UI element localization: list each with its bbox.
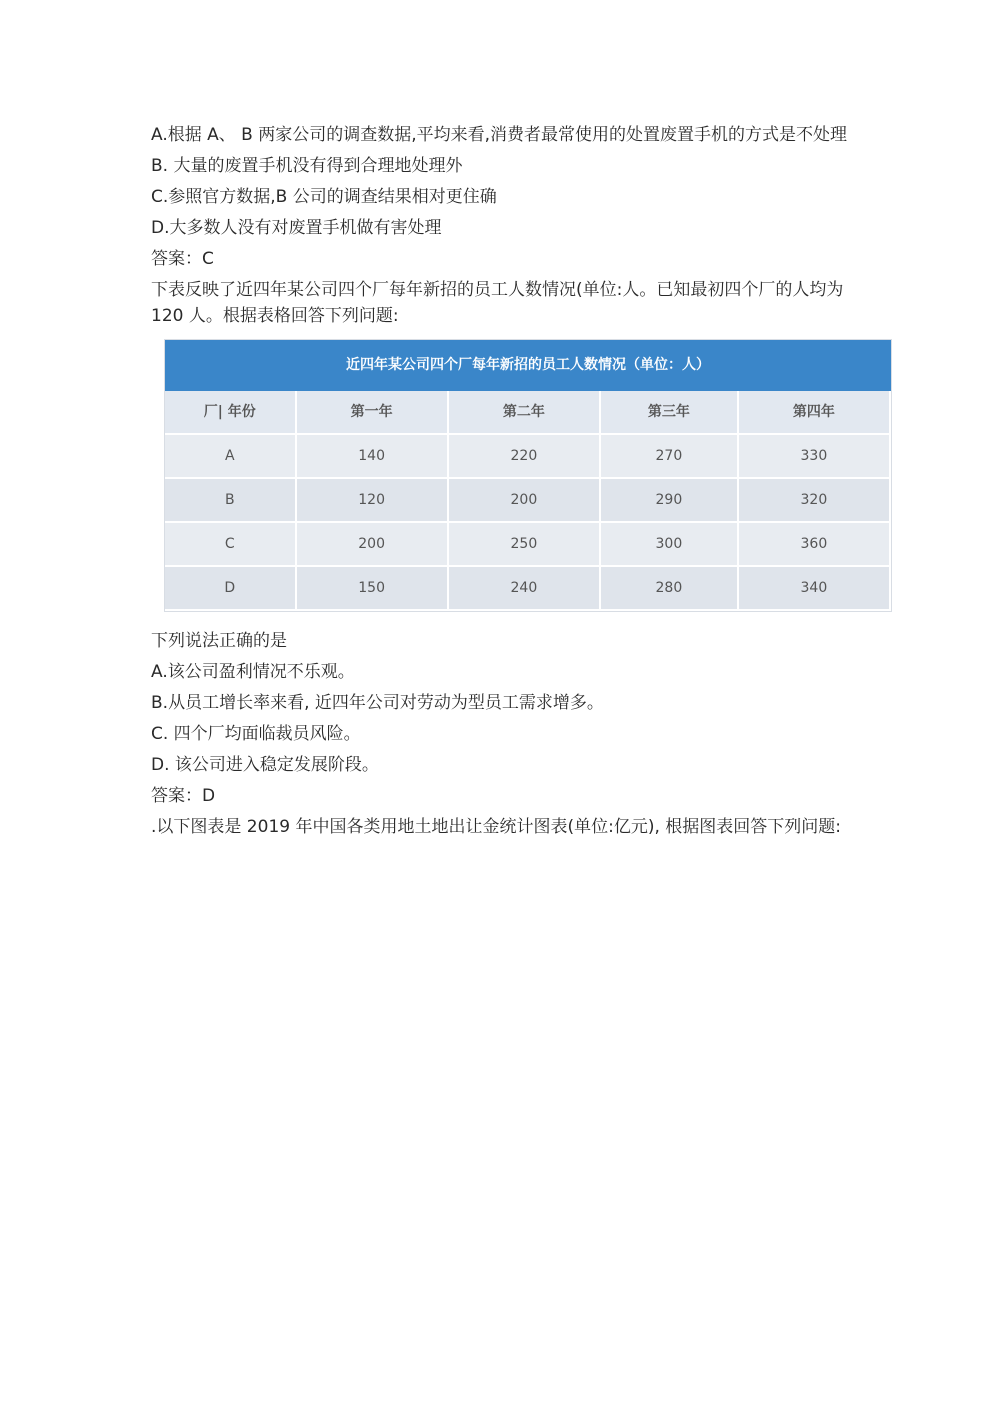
q1-option-c: C.参照官方数据,B 公司的调查结果相对更住确 — [151, 187, 497, 207]
table-cell: 220 — [448, 434, 600, 478]
table-cell: 270 — [600, 434, 738, 478]
q2-answer: 答案：D — [151, 786, 216, 806]
q2-option-c: C. 四个厂均面临裁员风险。 — [151, 724, 361, 744]
table-row — [165, 566, 890, 610]
table-cell: 290 — [600, 478, 738, 522]
q2-option-a: A.该公司盈利情况不乐观。 — [151, 662, 355, 682]
table-cell: D — [165, 566, 296, 610]
q1-answer: 答案：C — [151, 249, 214, 269]
header-cell: 第三年 — [600, 391, 738, 434]
q1-option-d: D.大多数人没有对废置手机做有害处理 — [151, 218, 442, 238]
table-title: 近四年某公司四个厂每年新招的员工人数情况（单位：人） — [165, 340, 891, 391]
table-cell: 280 — [600, 566, 738, 610]
table-cell: 240 — [448, 566, 600, 610]
table-header-row — [165, 391, 890, 434]
table-row — [165, 478, 890, 522]
document-body — [151, 122, 851, 845]
table-cell: 340 — [738, 566, 890, 610]
recruitment-table — [164, 339, 892, 612]
table-row — [165, 434, 890, 478]
q3-intro: .以下图表是 2019 年中国各类用地土地出让金统计图表(单位:亿元), 根据图表回答下列问题: — [151, 817, 842, 837]
q1-option-b: B. 大量的废置手机没有得到合理地处理外 — [151, 156, 463, 176]
table-cell: 150 — [296, 566, 448, 610]
table-cell: 200 — [296, 522, 448, 566]
q1-option-a: A.根据 A、 B 两家公司的调查数据,平均来看,消费者最常使用的处置废置手机的方式是不处理 — [151, 125, 848, 145]
q2-stem: 下列说法正确的是 — [151, 631, 287, 651]
header-cell: 第四年 — [738, 391, 890, 434]
table-cell: B — [165, 478, 296, 522]
table-cell: C — [165, 522, 296, 566]
q2-option-b: B.从员工增长率来看, 近四年公司对劳动为型员工需求增多。 — [151, 693, 604, 713]
q2-intro: 下表反映了近四年某公司四个厂每年新招的员工人数情况(单位:人。已知最初四个厂的人均为 120 人。根据表格回答下列问题: — [151, 280, 844, 326]
table-cell: 330 — [738, 434, 890, 478]
header-cell: 第一年 — [296, 391, 448, 434]
header-cell: 厂| 年份 — [165, 391, 296, 434]
table-cell: A — [165, 434, 296, 478]
data-table — [165, 391, 891, 611]
table-cell: 120 — [296, 478, 448, 522]
table-cell: 300 — [600, 522, 738, 566]
header-cell: 第二年 — [448, 391, 600, 434]
table-cell: 320 — [738, 478, 890, 522]
table-cell: 360 — [738, 522, 890, 566]
table-cell: 200 — [448, 478, 600, 522]
table-cell: 140 — [296, 434, 448, 478]
q2-option-d: D. 该公司进入稳定发展阶段。 — [151, 755, 379, 775]
table-row — [165, 522, 890, 566]
table-cell: 250 — [448, 522, 600, 566]
